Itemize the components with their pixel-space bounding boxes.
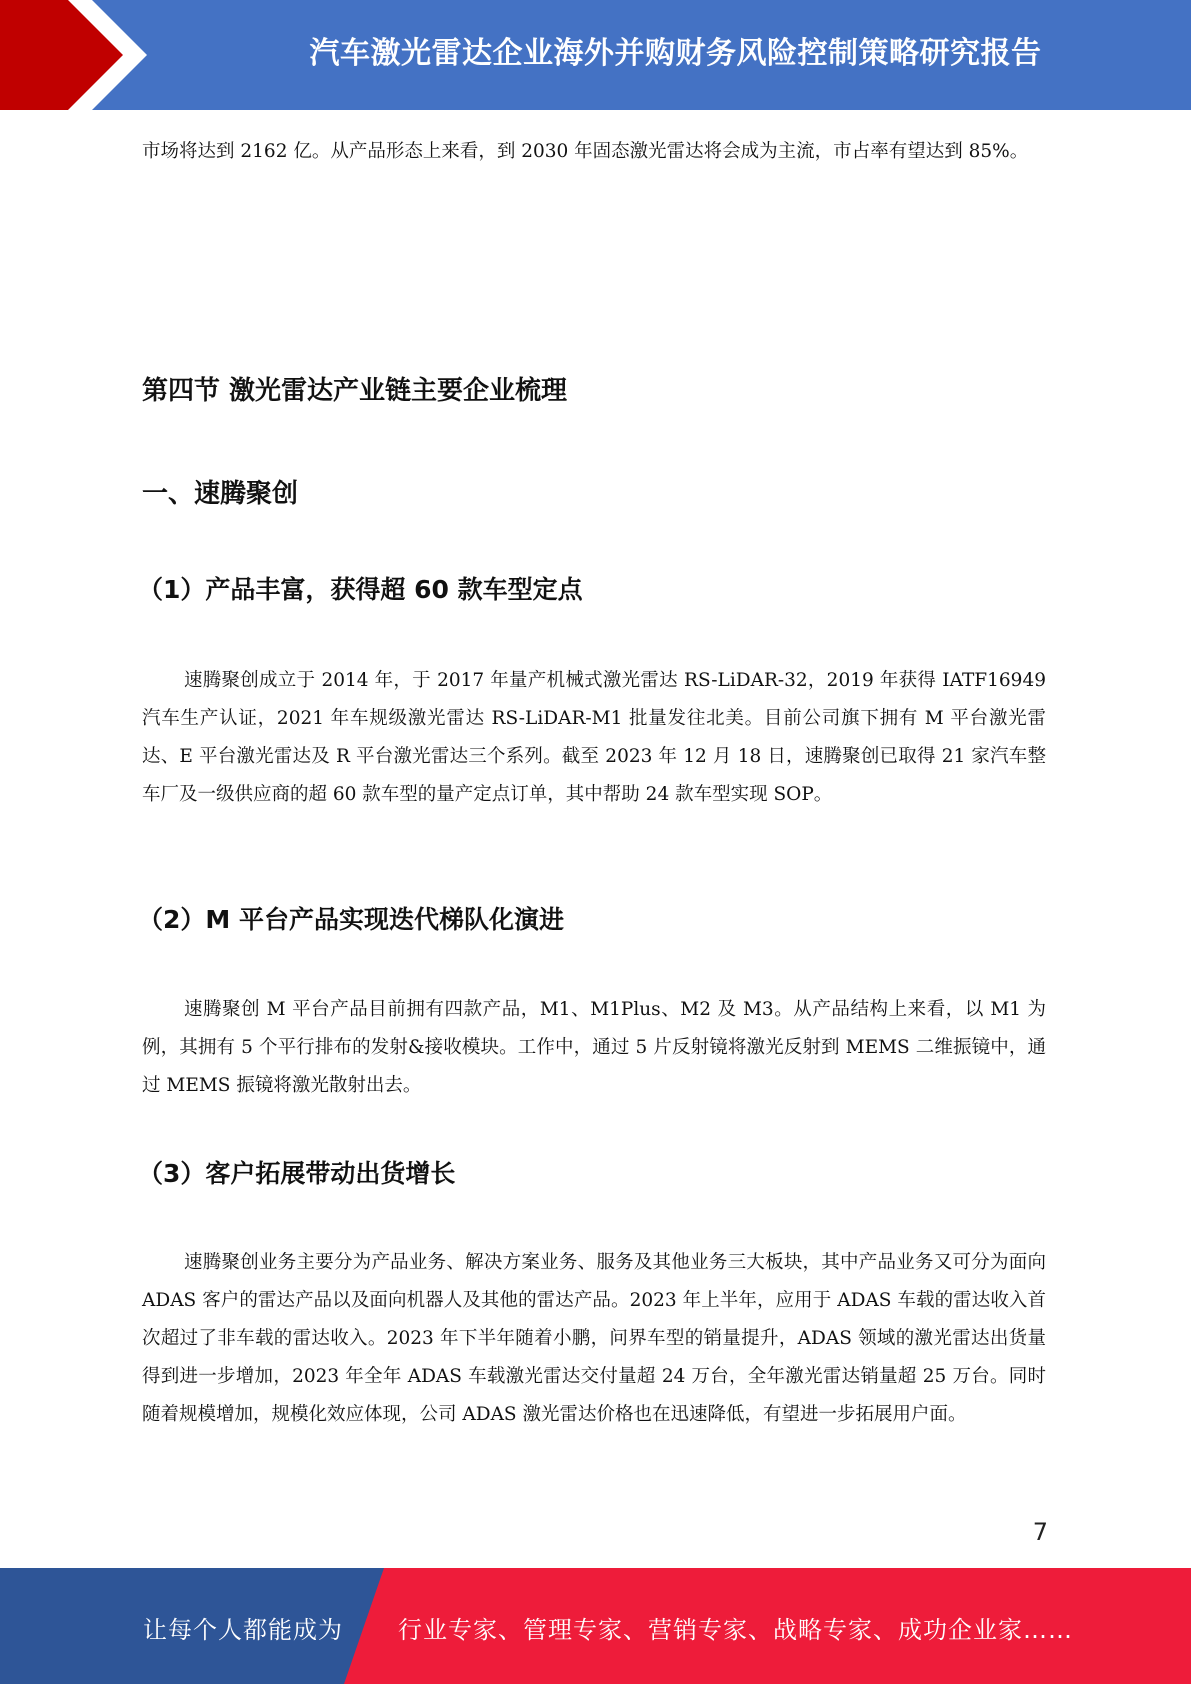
section-title-block <box>142 370 1046 407</box>
subsection-1-body <box>142 662 1046 814</box>
footer-slogan-left: 让每个人都能成为 <box>143 1616 343 1644</box>
header-chevron-decoration <box>0 0 160 110</box>
company-heading-block <box>142 473 1046 510</box>
header-red-block <box>0 0 141 110</box>
subsection-paragraph: 速腾聚创业务主要分为产品业务、解决方案业务、服务及其他业务三大板块，其中产品业务又可分为面向 ADAS 客户的雷达产品以及面向机器人及其他的雷达产品。2023 年上半年，应用于 ADAS 车载的雷达收入首次超过了非车载的雷达收入。2023 年下半年随着小鹏，问界车型的销量提升，ADAS 领域的激光雷达出货量得到进一步增加，2023 年全年 ADAS 车载激光雷达交付量超 24 万台，全年激光雷达销量超 25 万台。同时随着规模增加，规模化效应体现，公司 ADAS 激光雷达价格也在迅速降低，有望进一步拓展用户面。 <box>142 1252 1046 1425</box>
subsection-heading: （3）客户拓展带动出货增长 <box>138 1159 456 1188</box>
footer-slogan-right: 行业专家、管理专家、营销专家、战略专家、成功企业家…… <box>398 1616 1073 1644</box>
subsection-3-body <box>142 1244 1046 1434</box>
page-footer <box>0 1568 1191 1684</box>
subsection-heading: （2）M 平台产品实现迭代梯队化演进 <box>138 905 564 934</box>
subsection-2-body <box>142 991 1046 1105</box>
subsection-paragraph: 速腾聚创成立于 2014 年，于 2017 年量产机械式激光雷达 RS-LiDAR-32，2019 年获得 IATF16949 汽车生产认证，2021 年车规级激光雷达 RS-LiDAR-M1 批量发往北美。目前公司旗下拥有 M 平台激光雷达、E 平台激光雷达及 R 平台激光雷达三个系列。截至 2023 年 12 月 18 日，速腾聚创已取得 21 家汽车整车厂及一级供应商的超 60 款车型的量产定点订单，其中帮助 24 款车型实现 SOP。 <box>142 670 1046 805</box>
company-heading: 一、速腾聚创 <box>142 479 299 509</box>
report-title: 汽车激光雷达企业海外并购财务风险控制策略研究报告 <box>309 36 1042 71</box>
intro-paragraph: 市场将达到 2162 亿。从产品形态上来看，到 2030 年固态激光雷达将会成为主流，市占率有望达到 85%。 <box>142 141 1029 162</box>
subsection-2-heading-block <box>138 900 1042 936</box>
subsection-1-heading-block <box>138 570 1042 606</box>
subsection-3-heading-block <box>138 1154 1042 1190</box>
section-title: 第四节 激光雷达产业链主要企业梳理 <box>142 376 568 406</box>
subsection-paragraph: 速腾聚创 M 平台产品目前拥有四款产品，M1、M1Plus、M2 及 M3。从产品结构上来看，以 M1 为例，其拥有 5 个平行排布的发射&接收模块。工作中，通过 5 片反射镜将激光反射到 MEMS 二维振镜中，通过 MEMS 振镜将激光散射出去。 <box>142 999 1046 1096</box>
subsection-heading: （1）产品丰富，获得超 60 款车型定点 <box>138 575 583 604</box>
page-header <box>0 0 1191 110</box>
page-number: 7 <box>1032 1518 1048 1546</box>
intro-block <box>142 133 1046 171</box>
